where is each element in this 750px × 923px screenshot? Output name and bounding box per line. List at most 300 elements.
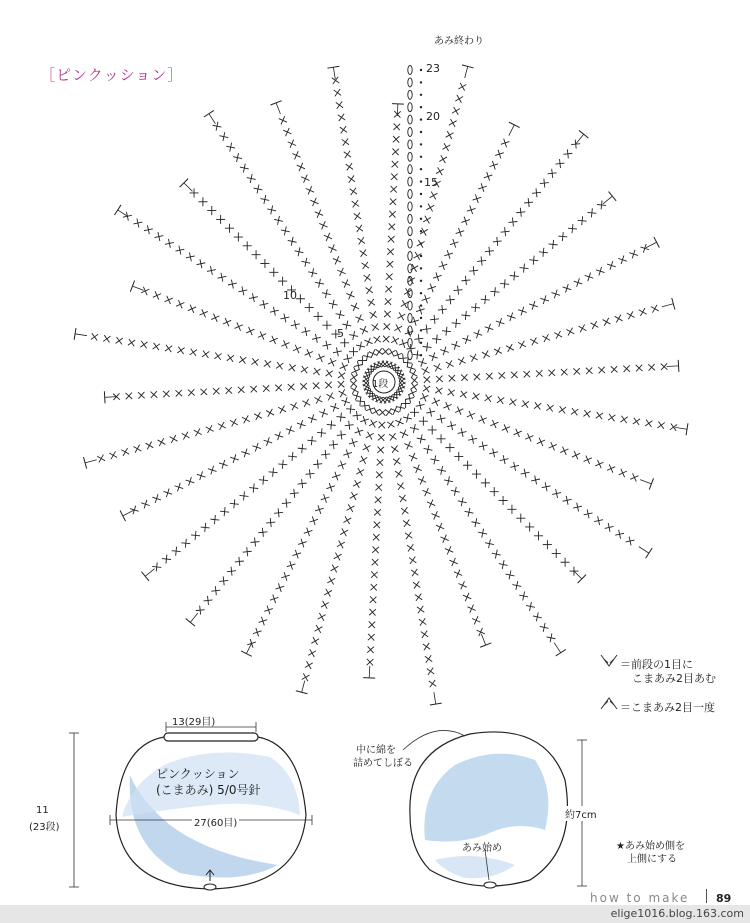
single-crochet-symbol [520,264,529,273]
single-crochet-symbol [243,547,252,556]
single-crochet-symbol [388,349,396,357]
chain-stitch-symbol [408,252,412,261]
ray-end-stem [118,210,128,217]
single-crochet-symbol [353,392,362,401]
single-crochet-symbol [278,460,287,469]
single-crochet-symbol [198,197,207,206]
single-crochet-symbol [293,345,301,353]
single-crochet-symbol [343,354,352,363]
single-crochet-symbol [651,305,659,313]
chain-stitch-symbol [408,301,412,310]
single-crochet-symbol [351,386,359,394]
single-crochet-symbol [342,279,350,287]
chain-stitch-symbol [408,227,412,236]
single-crochet-symbol [258,331,266,339]
single-crochet-symbol [384,311,391,318]
single-crochet-symbol [440,347,449,356]
single-crochet-symbol [279,116,287,124]
round-dot [420,267,422,269]
single-crochet-symbol [561,558,570,567]
single-crochet-symbol [305,303,314,312]
chain-stitch-symbol [408,190,412,199]
single-crochet-symbol [410,370,418,378]
single-crochet-symbol [186,477,195,486]
ray-end-stem [145,569,154,577]
single-crochet-symbol [153,343,160,350]
single-crochet-symbol [661,363,668,370]
ray-end-stem [85,460,97,463]
single-crochet-symbol [363,444,371,452]
single-crochet-symbol [390,186,397,193]
single-crochet-symbol [568,224,577,233]
single-crochet-symbol [321,450,330,459]
center-round-label: 1段 [372,379,389,390]
single-crochet-symbol [393,123,400,130]
single-crochet-symbol [369,609,376,616]
single-crochet-symbol [276,583,285,592]
side-top-width: 13(29目) [172,717,216,728]
single-crochet-symbol [259,617,268,626]
single-crochet-symbol [369,420,377,428]
single-crochet-symbol [479,442,488,451]
round-number-15: 15 [424,176,438,189]
single-crochet-symbol [391,445,398,452]
single-crochet-symbol [518,341,526,349]
single-crochet-symbol [146,442,154,450]
single-crochet-symbol [227,567,236,576]
single-crochet-symbol [368,299,375,306]
single-crochet-symbol [133,219,142,228]
single-crochet-symbol [448,389,455,396]
ray-end-stem [667,366,679,367]
single-crochet-symbol [525,433,533,441]
single-crochet-symbol [165,345,172,352]
single-crochet-symbol [400,430,408,438]
single-crochet-symbol [252,443,261,452]
single-crochet-symbol [594,516,603,525]
round-dot [420,317,422,319]
single-crochet-symbol [321,601,329,609]
single-crochet-symbol [242,415,250,423]
single-crochet-symbol [627,311,635,319]
round-dot [420,304,422,306]
single-crochet-symbol [283,128,291,136]
single-crochet-symbol [163,391,170,398]
single-crochet-symbol [585,273,594,282]
single-crochet-symbol [530,337,538,345]
single-crochet-symbol [176,300,184,308]
end-label: あみ終わり [434,36,484,47]
single-crochet-symbol [246,327,254,335]
single-crochet-symbol [126,393,133,400]
single-crochet-symbol [458,497,467,506]
single-crochet-symbol [228,280,237,289]
single-crochet-symbol [539,248,548,257]
single-crochet-symbol [430,455,439,464]
single-crochet-symbol [269,268,278,277]
single-crochet-symbol [574,278,583,287]
round-dot [420,354,422,356]
ray-end-stem [333,67,335,79]
single-crochet-symbol [469,266,478,275]
single-crochet-symbol [372,408,380,416]
single-crochet-symbol [490,161,499,170]
single-crochet-symbol [416,401,425,410]
single-crochet-symbol [442,143,450,151]
single-crochet-symbol [529,256,538,265]
single-crochet-symbol [253,628,262,637]
chain-stitch-symbol [408,66,412,75]
single-crochet-symbol [353,480,361,488]
single-crochet-symbol [596,412,603,419]
single-crochet-symbol [476,628,484,636]
ray-end-stem [603,196,612,204]
single-crochet-symbol [509,398,516,405]
how-to-make-label: how to make [590,891,690,905]
single-crochet-symbol [639,308,647,316]
single-crochet-symbol [540,179,549,188]
single-crochet-symbol [371,571,378,578]
single-crochet-symbol [561,369,568,376]
single-crochet-symbol [405,532,412,539]
single-crochet-symbol [260,195,269,204]
single-crochet-symbol [392,148,399,155]
single-crochet-symbol [563,496,572,505]
single-crochet-symbol [419,618,426,625]
single-crochet-symbol [623,365,630,372]
single-crochet-symbol [322,341,331,350]
blog-url: elige1016.blog.163.com [610,907,744,920]
single-crochet-symbol [292,550,301,559]
single-crochet-symbol [445,443,454,452]
front-stuff-line1: 中に綿を [356,745,396,756]
single-crochet-symbol [385,286,392,293]
single-crochet-symbol [264,606,273,615]
single-crochet-symbol [288,364,295,371]
single-crochet-symbol [344,151,351,158]
round-dot [420,118,422,120]
single-crochet-symbol [484,172,493,181]
single-crochet-symbol [133,445,141,453]
single-crochet-symbol [573,503,582,512]
single-crochet-symbol [417,606,424,613]
single-crochet-symbol [490,420,498,428]
single-crochet-symbol [301,175,309,183]
single-crochet-symbol [393,458,400,465]
single-crochet-symbol [489,448,498,457]
single-crochet-symbol [321,494,330,503]
single-crochet-symbol [506,571,515,580]
single-crochet-symbol [629,250,638,259]
single-crochet-symbol [500,455,509,464]
single-crochet-symbol [298,479,307,488]
single-crochet-symbol [360,401,369,410]
single-crochet-symbol [427,668,434,675]
single-crochet-symbol [331,565,339,573]
ray-end-stem [75,334,87,336]
single-crochet-symbol [492,550,501,559]
single-crochet-symbol [460,391,467,398]
single-crochet-symbol [423,216,431,224]
single-crochet-symbol [427,500,435,508]
single-crochet-symbol [467,206,476,215]
single-crochet-symbol [578,216,587,225]
single-crochet-symbol [315,210,323,218]
single-crochet-symbol [386,273,393,280]
single-crochet-symbol [478,529,487,538]
single-crochet-symbol [350,380,357,387]
page-number: 89 [716,892,732,905]
single-crochet-symbol [481,478,490,487]
single-crochet-symbol [435,387,442,394]
single-crochet-symbol [482,351,490,359]
single-crochet-symbol [420,393,428,401]
ray-end-stem [646,242,657,247]
single-crochet-symbol [375,348,382,355]
single-crochet-symbol [336,310,345,319]
single-crochet-symbol [559,406,566,413]
round-dot [420,193,422,195]
single-crochet-symbol [551,290,560,299]
single-crochet-symbol [251,538,260,547]
single-crochet-symbol [370,311,377,318]
round-dot [420,106,422,108]
ray-end-tick [579,130,588,138]
single-crochet-symbol [584,509,593,518]
single-crochet-symbol [121,448,129,456]
single-crochet-symbol [300,383,307,390]
single-crochet-symbol [207,266,216,275]
single-crochet-symbol [560,447,568,455]
single-crochet-symbol [391,406,399,414]
side-view-diagram [60,705,360,900]
single-crochet-symbol [254,185,263,194]
single-crochet-symbol [439,261,448,270]
single-crochet-symbol [478,183,487,192]
single-crochet-symbol [288,237,297,246]
single-crochet-symbol [328,244,336,252]
round-dot [420,180,422,182]
single-crochet-symbol [427,284,436,293]
single-crochet-symbol [513,429,521,437]
single-crochet-symbol [404,441,412,449]
single-crochet-symbol [463,461,472,470]
chain-stitch-symbol [408,78,412,87]
single-crochet-symbol [414,334,423,343]
single-crochet-symbol [391,337,399,345]
front-note-line1: ★あみ始め側を [616,841,685,852]
single-crochet-symbol [207,206,216,215]
single-crochet-symbol [349,438,358,447]
single-crochet-symbol [324,589,332,597]
single-crochet-symbol [418,476,426,484]
single-crochet-symbol [416,306,425,315]
single-crochet-symbol [374,336,381,343]
single-crochet-symbol [413,581,420,588]
single-crochet-symbol [516,208,525,217]
single-crochet-symbol [461,374,468,381]
side-height-value: 11 [36,805,49,816]
ray-end-stem [190,613,198,622]
single-crochet-symbol [141,287,149,295]
single-crochet-symbol [472,470,481,479]
single-crochet-symbol [615,530,624,539]
chain-stitch-symbol [408,165,412,174]
single-crochet-symbol [367,646,374,653]
single-crochet-symbol [201,523,210,532]
single-crochet-symbol [140,341,147,348]
single-crochet-symbol [376,472,383,479]
single-crochet-symbol [473,194,482,203]
chain-stitch-symbol [408,338,412,347]
single-crochet-symbol [534,531,543,540]
single-crochet-symbol [422,295,431,304]
single-crochet-symbol [597,200,606,209]
single-crochet-symbol [194,428,202,436]
round-dot [420,230,422,232]
single-crochet-symbol [163,489,172,498]
single-crochet-symbol [259,476,268,485]
single-crochet-symbol [407,544,414,551]
single-crochet-symbol [630,473,638,481]
single-crochet-symbol [346,405,355,414]
single-crochet-symbol [235,322,243,330]
single-crochet-symbol [397,482,404,489]
round-dot [420,292,422,294]
single-crochet-symbol [556,159,565,168]
single-crochet-symbol [322,321,331,330]
single-crochet-symbol [507,505,516,514]
single-crochet-symbol [461,217,470,226]
single-crochet-symbol [152,494,161,503]
single-crochet-symbol [387,261,394,268]
single-crochet-symbol [552,549,561,558]
ray-end-stem [132,286,143,290]
single-crochet-symbol [301,327,310,336]
single-crochet-symbol [297,163,305,171]
single-crochet-symbol [438,305,447,314]
single-crochet-symbol [410,424,419,433]
single-crochet-symbol [259,300,268,309]
single-crochet-symbol [266,409,274,417]
single-crochet-symbol [512,581,521,590]
single-crochet-symbol [188,305,196,313]
single-crochet-symbol [308,649,316,657]
single-crochet-symbol [461,311,470,320]
single-crochet-symbol [584,456,592,464]
single-crochet-symbol [596,267,605,276]
single-crochet-symbol [329,300,338,309]
single-crochet-symbol [200,309,208,317]
single-crochet-symbol [372,559,379,566]
single-crochet-symbol [288,384,295,391]
single-crochet-symbol [529,301,538,310]
single-crochet-symbol [337,268,345,276]
single-crochet-symbol [342,138,349,145]
round-dot [420,81,422,83]
single-crochet-symbol [306,186,314,194]
single-crochet-symbol [424,376,431,383]
single-crochet-symbol [182,432,190,440]
single-crochet-symbol [546,404,553,411]
single-crochet-symbol [542,334,550,342]
single-crochet-symbol [500,279,509,288]
single-crochet-symbol [334,89,341,96]
single-crochet-symbol [213,388,220,395]
single-crochet-symbol [378,434,385,441]
single-crochet-symbol [355,314,363,322]
single-crochet-symbol [298,444,307,453]
single-crochet-symbol [413,465,421,473]
single-crochet-symbol [486,373,493,380]
single-crochet-symbol [158,438,166,446]
single-crochet-symbol [374,509,381,516]
single-crochet-symbol [547,633,556,642]
side-item-name: ピンクッション [156,767,240,781]
single-crochet-symbol [426,204,434,212]
single-crochet-symbol [353,411,362,420]
single-crochet-symbol [301,366,308,373]
single-crochet-symbol [170,435,178,443]
single-crochet-symbol [243,241,252,250]
side-height-rows: (23段) [29,822,60,833]
increase-symbol-icon [598,652,620,670]
single-crochet-symbol [394,324,402,332]
single-crochet-symbol [263,385,270,392]
single-crochet-symbol [164,296,172,304]
single-crochet-symbol [548,369,555,376]
chain-stitch-symbol [408,214,412,223]
single-crochet-symbol [586,367,593,374]
single-crochet-symbol [175,390,182,397]
single-crochet-symbol [340,363,348,371]
single-crochet-symbol [399,495,406,502]
single-crochet-symbol [210,515,219,524]
single-crochet-symbol [264,437,273,446]
round-dot [420,94,422,96]
single-crochet-symbol [571,140,580,149]
single-crochet-symbol [542,482,551,491]
ray-end-stem [481,634,485,645]
single-crochet-symbol [548,169,557,178]
single-crochet-symbol [338,461,347,470]
single-crochet-symbol [510,462,519,471]
single-crochet-symbol [318,613,326,621]
single-crochet-symbol [296,294,305,303]
single-crochet-symbol [408,389,416,397]
single-crochet-symbol [444,250,453,259]
single-crochet-symbol [461,276,470,285]
ray-end-stem [675,427,687,429]
single-crochet-symbol [319,221,327,229]
single-crochet-symbol [618,255,627,264]
single-crochet-symbol [339,389,347,397]
single-crochet-symbol [571,408,578,415]
single-crochet-symbol [165,239,174,248]
single-crochet-symbol [391,173,398,180]
single-crochet-symbol [485,324,494,333]
single-crochet-symbol [633,418,640,425]
single-crochet-symbol [337,430,346,439]
single-crochet-symbol [281,572,290,581]
single-crochet-symbol [549,442,557,450]
single-crochet-symbol [281,340,289,348]
single-crochet-symbol [540,623,549,632]
single-crochet-symbol [128,339,135,346]
single-crochet-symbol [470,354,478,362]
single-crochet-symbol [533,612,542,621]
single-crochet-symbol [499,496,508,505]
